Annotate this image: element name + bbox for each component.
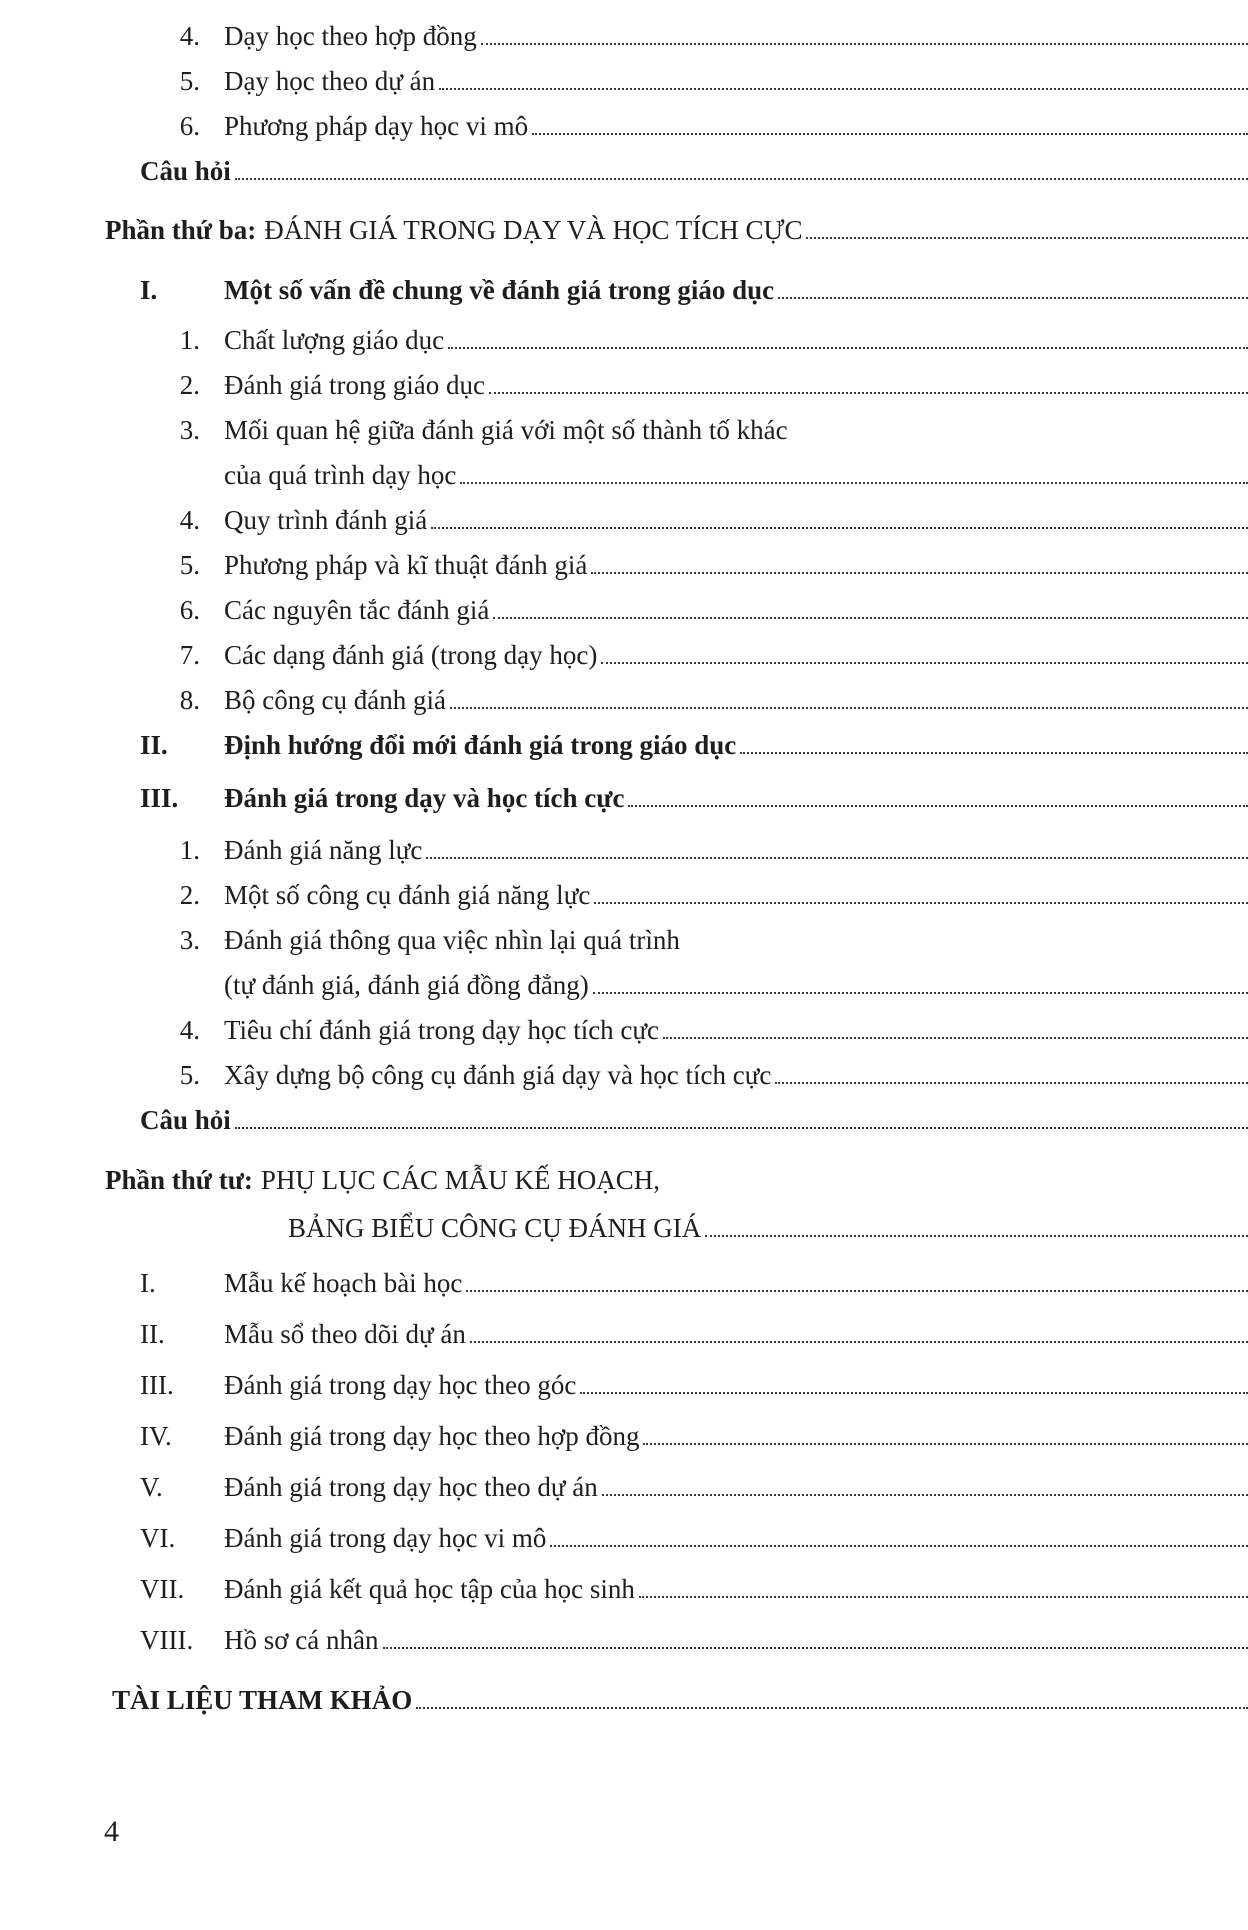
toc-entry[interactable] bbox=[0, 832, 1248, 868]
toc-entry-questions[interactable] bbox=[0, 1102, 1248, 1138]
entry-title: Đánh giá năng lực bbox=[224, 835, 423, 865]
entry-title: Dạy học theo dự án bbox=[224, 66, 436, 96]
entry-title: Đánh giá trong dạy học vi mô bbox=[224, 1523, 547, 1553]
page-number: 4 bbox=[104, 1815, 119, 1848]
dot-leader bbox=[806, 237, 1248, 239]
toc-entry[interactable] bbox=[0, 1571, 1248, 1607]
toc-entry[interactable] bbox=[0, 367, 1248, 403]
toc-part-heading[interactable] bbox=[0, 1162, 1248, 1198]
dot-leader bbox=[426, 857, 1248, 859]
dot-leader bbox=[235, 178, 1248, 180]
dot-leader bbox=[416, 1707, 1248, 1709]
entry-number: 4. bbox=[179, 505, 200, 535]
dot-leader bbox=[489, 392, 1248, 394]
entry-number: 6. bbox=[179, 595, 200, 625]
dot-leader bbox=[439, 88, 1248, 90]
toc-entry[interactable] bbox=[0, 63, 1248, 99]
dot-leader bbox=[628, 805, 1248, 807]
toc-entry[interactable] bbox=[0, 322, 1248, 358]
entry-title: Xây dựng bộ công cụ đánh giá dạy và học tích cực bbox=[224, 1060, 772, 1090]
references-title: TÀI LIỆU THAM KHẢO bbox=[112, 1685, 413, 1715]
entry-title: Câu hỏi bbox=[140, 156, 231, 186]
dot-leader bbox=[431, 527, 1248, 529]
toc-section[interactable] bbox=[0, 272, 1248, 308]
dot-leader bbox=[532, 133, 1248, 135]
dot-leader bbox=[594, 902, 1248, 904]
entry-title: Một số công cụ đánh giá năng lực bbox=[224, 880, 591, 910]
toc-entry[interactable] bbox=[0, 1418, 1248, 1454]
entry-number: 3. bbox=[179, 415, 200, 445]
entry-number: VI. bbox=[140, 1523, 176, 1553]
toc-part-heading[interactable] bbox=[0, 212, 1248, 248]
dot-leader bbox=[663, 1037, 1248, 1039]
toc-entry[interactable] bbox=[0, 1012, 1248, 1048]
section-title: Một số vấn đề chung về đánh giá trong giáo dục bbox=[224, 275, 775, 305]
entry-title: Các nguyên tắc đánh giá bbox=[224, 595, 490, 625]
toc-entry[interactable] bbox=[0, 108, 1248, 144]
entry-title: Tiêu chí đánh giá trong dạy học tích cực bbox=[224, 1015, 660, 1045]
part-title-continued: BẢNG BIỂU CÔNG CỤ ĐÁNH GIÁ bbox=[288, 1213, 702, 1243]
section-title: Đánh giá trong dạy và học tích cực bbox=[224, 783, 625, 813]
part-prefix: Phần thứ ba: bbox=[105, 215, 257, 245]
entry-title: Mẫu sổ theo dõi dự án bbox=[224, 1319, 466, 1349]
entry-title: Hồ sơ cá nhân bbox=[224, 1625, 379, 1655]
entry-number: 2. bbox=[179, 880, 200, 910]
dot-leader bbox=[643, 1443, 1248, 1445]
entry-number: 4. bbox=[179, 1015, 200, 1045]
toc-entry[interactable] bbox=[0, 1469, 1248, 1505]
dot-leader bbox=[466, 1290, 1248, 1292]
toc-entry[interactable] bbox=[0, 1367, 1248, 1403]
dot-leader bbox=[593, 992, 1248, 994]
dot-leader bbox=[481, 43, 1248, 45]
section-title: Định hướng đổi mới đánh giá trong giáo dục bbox=[224, 730, 737, 760]
entry-number: 1. bbox=[179, 835, 200, 865]
toc-entry[interactable] bbox=[0, 1057, 1248, 1093]
entry-number: III. bbox=[140, 1370, 174, 1400]
toc-entry[interactable] bbox=[0, 1265, 1248, 1301]
dot-leader bbox=[450, 707, 1248, 709]
toc-references[interactable] bbox=[0, 1682, 1248, 1718]
toc-entry-continuation[interactable] bbox=[0, 967, 1248, 1003]
toc-entry[interactable] bbox=[0, 592, 1248, 628]
entry-number: 7. bbox=[179, 640, 200, 670]
section-number: I. bbox=[140, 275, 158, 305]
entry-title: Đánh giá trong dạy học theo góc bbox=[224, 1370, 577, 1400]
entry-number: V. bbox=[140, 1472, 163, 1502]
dot-leader bbox=[580, 1392, 1248, 1394]
dot-leader bbox=[470, 1341, 1248, 1343]
entry-number: 4. bbox=[179, 21, 200, 51]
dot-leader bbox=[591, 572, 1248, 574]
toc-entry[interactable] bbox=[0, 547, 1248, 583]
entry-number: 5. bbox=[179, 66, 200, 96]
entry-title: Các dạng đánh giá (trong dạy học) bbox=[224, 640, 598, 670]
entry-title-continued: (tự đánh giá, đánh giá đồng đẳng) bbox=[224, 970, 589, 1000]
dot-leader bbox=[639, 1596, 1248, 1598]
entry-number: IV. bbox=[140, 1421, 172, 1451]
dot-leader bbox=[602, 1494, 1248, 1496]
entry-number: 6. bbox=[179, 111, 200, 141]
entry-title: Phương pháp dạy học vi mô bbox=[224, 111, 529, 141]
toc-entry[interactable] bbox=[0, 18, 1248, 54]
entry-title: Quy trình đánh giá bbox=[224, 505, 428, 535]
entry-title: Đánh giá thông qua việc nhìn lại quá trình bbox=[224, 925, 680, 955]
toc-entry[interactable] bbox=[0, 1316, 1248, 1352]
part-title: ĐÁNH GIÁ TRONG DẠY VÀ HỌC TÍCH CỰC bbox=[264, 215, 803, 245]
toc-part-heading-continuation[interactable] bbox=[0, 1210, 1248, 1246]
entry-number: II. bbox=[140, 1319, 165, 1349]
toc-entry[interactable] bbox=[0, 877, 1248, 913]
entry-number: VII. bbox=[140, 1574, 185, 1604]
dot-leader bbox=[460, 482, 1248, 484]
entry-number: 5. bbox=[179, 1060, 200, 1090]
dot-leader bbox=[383, 1647, 1248, 1649]
toc-entry-questions[interactable] bbox=[0, 153, 1248, 189]
part-prefix: Phần thứ tư: bbox=[105, 1165, 253, 1195]
toc-section[interactable] bbox=[0, 727, 1248, 763]
entry-title: Phương pháp và kĩ thuật đánh giá bbox=[224, 550, 588, 580]
entry-title: Đánh giá trong dạy học theo hợp đồng bbox=[224, 1421, 640, 1451]
dot-leader bbox=[601, 662, 1248, 664]
dot-leader bbox=[550, 1545, 1248, 1547]
entry-number: 2. bbox=[179, 370, 200, 400]
entry-title: Dạy học theo hợp đồng bbox=[224, 21, 477, 51]
entry-number: I. bbox=[140, 1268, 156, 1298]
entry-title: Đánh giá trong giáo dục bbox=[224, 370, 485, 400]
entry-title-continued: của quá trình dạy học bbox=[224, 460, 457, 490]
entry-number: 5. bbox=[179, 550, 200, 580]
entry-number: 8. bbox=[179, 685, 200, 715]
toc-entry[interactable] bbox=[0, 412, 1248, 448]
entry-title: Đánh giá trong dạy học theo dự án bbox=[224, 1472, 598, 1502]
section-number: III. bbox=[140, 783, 179, 813]
toc-entry[interactable] bbox=[0, 682, 1248, 718]
toc-entry[interactable] bbox=[0, 637, 1248, 673]
entry-title: Chất lượng giáo dục bbox=[224, 325, 445, 355]
entry-title: Câu hỏi bbox=[140, 1105, 231, 1135]
entry-number: 1. bbox=[179, 325, 200, 355]
dot-leader bbox=[775, 1082, 1248, 1084]
entry-title: Mẫu kế hoạch bài học bbox=[224, 1268, 463, 1298]
dot-leader bbox=[448, 347, 1248, 349]
section-number: II. bbox=[140, 730, 168, 760]
dot-leader bbox=[740, 752, 1248, 754]
dot-leader bbox=[705, 1235, 1248, 1237]
toc-entry[interactable] bbox=[0, 1622, 1248, 1658]
part-title: PHỤ LỤC CÁC MẪU KẾ HOẠCH, bbox=[260, 1165, 660, 1195]
entry-title: Mối quan hệ giữa đánh giá với một số thành tố khác bbox=[224, 415, 788, 445]
toc-section[interactable] bbox=[0, 780, 1248, 816]
toc-entry[interactable] bbox=[0, 922, 1248, 958]
entry-title: Bộ công cụ đánh giá bbox=[224, 685, 446, 715]
entry-number: VIII. bbox=[140, 1625, 194, 1655]
entry-number: 3. bbox=[179, 925, 200, 955]
dot-leader bbox=[235, 1127, 1248, 1129]
toc-entry[interactable] bbox=[0, 1520, 1248, 1556]
dot-leader bbox=[778, 297, 1248, 299]
toc-entry[interactable] bbox=[0, 502, 1248, 538]
dot-leader bbox=[493, 617, 1248, 619]
entry-title: Đánh giá kết quả học tập của học sinh bbox=[224, 1574, 635, 1604]
toc-entry-continuation[interactable] bbox=[0, 457, 1248, 493]
